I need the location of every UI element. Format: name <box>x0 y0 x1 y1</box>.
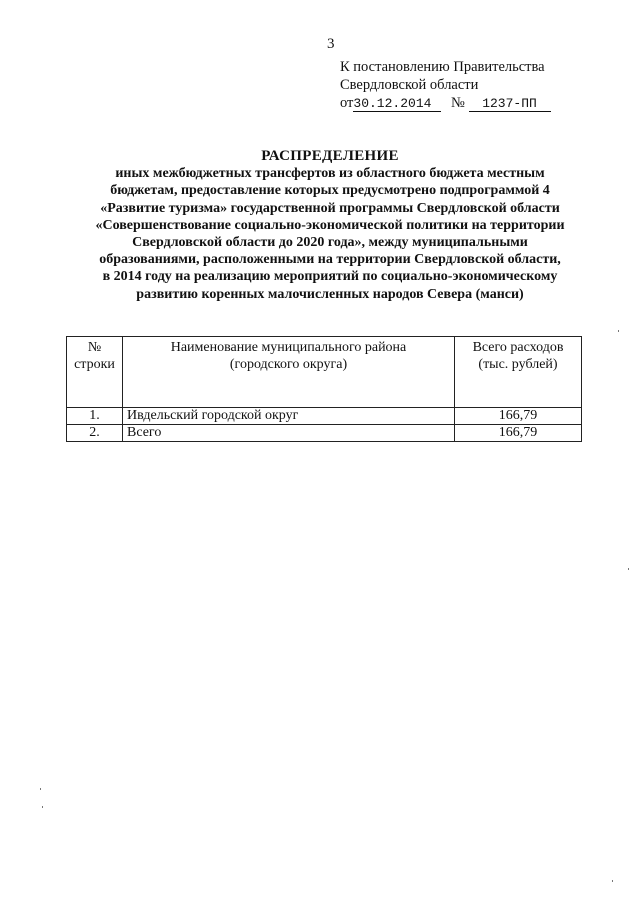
header-num-line-2: строки <box>74 357 115 372</box>
header-municipality <box>123 337 455 408</box>
title-line: бюджетам, предоставление которых предусмотрено подпрограммой 4 <box>110 183 550 199</box>
approval-block <box>340 58 551 112</box>
row-municipality: Всего <box>123 425 455 442</box>
header-total <box>455 337 582 408</box>
approval-date: 30.12.2014 <box>353 96 441 112</box>
row-total: 166,79 <box>455 425 582 442</box>
approval-from-prefix: от <box>340 95 354 111</box>
scan-speck <box>628 568 629 570</box>
title-line: «Развитие туризма» государственной программы Свердловской области <box>100 200 560 216</box>
approval-number: 1237-ПП <box>469 96 551 112</box>
title-line: иных межбюджетных трансфертов из областного бюджета местным <box>115 166 545 182</box>
header-num-line-1: № <box>87 340 102 355</box>
header-name-line-1: Наименование муниципального района <box>170 340 407 355</box>
approval-line-1: К постановлению Правительства <box>340 59 545 75</box>
scan-speck <box>42 806 43 808</box>
title-line: развитию коренных малочисленных народов Севера (манси) <box>136 286 524 302</box>
approval-date-line <box>340 94 551 112</box>
scan-speck <box>612 880 613 882</box>
title-line: Свердловской области до 2020 года», между муниципальными <box>132 235 528 251</box>
distribution-table <box>66 336 582 442</box>
scan-speck <box>618 330 619 332</box>
row-municipality: Ивдельский городской округ <box>123 408 455 425</box>
row-total: 166,79 <box>455 408 582 425</box>
row-number: 1. <box>67 408 123 425</box>
header-row-number <box>67 337 123 408</box>
row-number: 2. <box>67 425 123 442</box>
header-sum-line-1: Всего расходов <box>472 340 564 355</box>
header-sum-line-2: (тыс. рублей) <box>478 357 558 372</box>
approval-number-sign: № <box>451 95 465 111</box>
title-line: «Совершенствование социально-экономической политики на территории <box>95 217 565 233</box>
table-row <box>67 408 582 425</box>
title-line: в 2014 году на реализацию мероприятий по социально-экономическому <box>102 269 558 285</box>
header-name-line-2: (городского округа) <box>229 357 348 372</box>
page-number: 3 <box>327 36 335 52</box>
approval-line-2: Свердловской области <box>340 77 479 93</box>
table-header-row <box>67 337 582 408</box>
title-line: образованиями, расположенными на территории Свердловской области, <box>99 252 561 268</box>
title-heading: РАСПРЕДЕЛЕНИЕ <box>261 148 399 164</box>
scan-speck <box>40 788 41 790</box>
document-title <box>70 148 590 303</box>
table-row <box>67 425 582 442</box>
